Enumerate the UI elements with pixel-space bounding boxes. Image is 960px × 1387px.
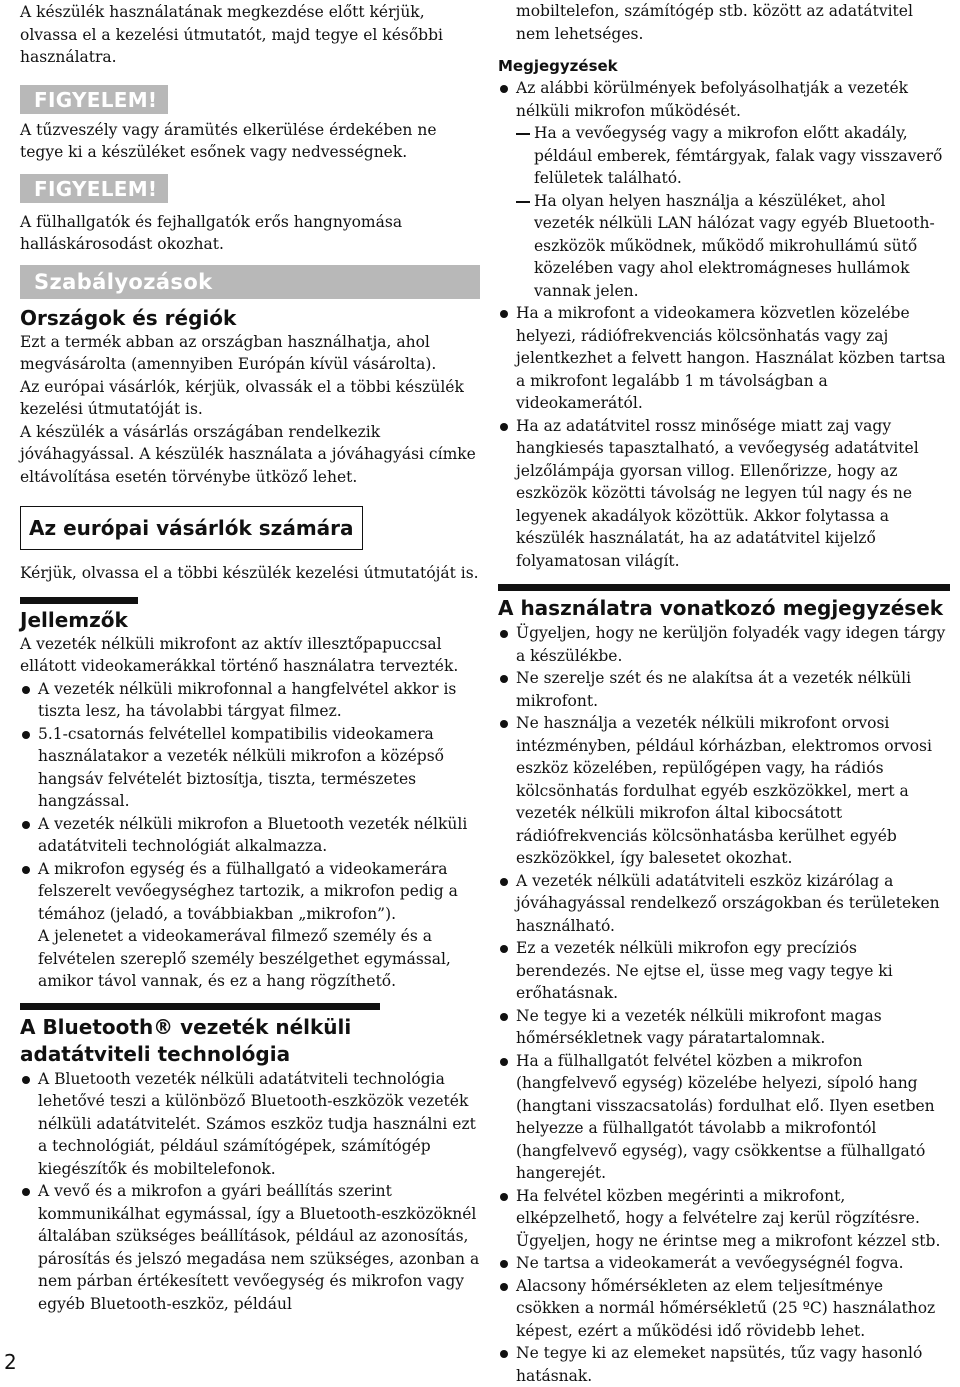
countries-paragraph-3: A készülék a vásárlás országában rendelkezik jóváhagyással. A készülék használata a jóváhagyási címke eltávolítása esetén törvénybe ütköző lehet. (20, 422, 476, 486)
list-item: Ha a fülhallgatót felvétel közben a mikrofon (hangfelvevő egység) közelébe helyezi, sípoló hang (hangtani visszacsatolás) fordulhat elő. Ilyen esetben helyezze a fülhallgatót távolabb a mikrofontól (hangfelvevő egység), vagy csökkentse a fülhallgató hangerejét. (498, 1050, 950, 1185)
usage-list (498, 622, 950, 1387)
notes-list (498, 77, 950, 122)
list-item: Alacsony hőmérsékleten az elem teljesítménye csökken a normál hőmérsékletű (25 ºC) használathoz képest, ezért a működési idő rövidebb lehet. (498, 1275, 950, 1343)
countries-paragraph-1: Ezt a termék abban az országban használhatja, ahol megvásárolta (amennyiben Európán kívül vásárolta). (20, 332, 437, 373)
dash-item: Ha olyan helyen használja a készüléket, ahol vezeték nélküli LAN hálózat vagy egyéb Bluetooth-eszközök működnek, működő mikrohullámú sütő közelében vagy ahol elektromágneses hullámok vannak jelen. (516, 190, 950, 303)
dash-item: Ha a vevőegység vagy a mikrofon előtt akadály, például emberek, fémtárgyak, falak vagy visszaverő felületek található. (516, 122, 950, 190)
list-item: 5.1-csatornás felvétellel kompatibilis videokamera használatakor a vezeték nélküli mikrofon a középső hangsáv felvételét biztosítja, tiszta, természetes hangzással. (20, 723, 480, 813)
usage-heading: A használatra vonatkozó megjegyzések (498, 584, 950, 622)
list-item: Ne szerelje szét és ne alakítsa át a vezeték nélküli mikrofont. (498, 667, 950, 712)
intro-text: A készülék használatának megkezdése előtt kérjük, olvassa el a kezelési útmutatót, majd tegye el későbbi használatra. (20, 3, 443, 66)
page-number: 2 (4, 1350, 17, 1374)
list-item: A Bluetooth vezeték nélküli adatátviteli technológia lehetővé teszi a különböző Bluetooth-eszközök vezeték nélküli adatátvitelét. Számos eszköz tudja használni ezt a technológiát, például számítógépek, számítógép kiegészítők és mobiltelefonok. (20, 1068, 480, 1181)
notes-dash-list (498, 122, 950, 302)
list-item: A vezeték nélküli mikrofonnal a hangfelvétel akkor is tiszta lesz, ha távolabbi tárgyat filmez. (20, 678, 480, 723)
features-intro: A vezeték nélküli mikrofont az aktív illesztőpapuccsal ellátott videokamerákkal történő használatra tervezték. (20, 634, 459, 675)
features-list (20, 678, 480, 993)
features-heading: Jellemzők (20, 597, 138, 633)
eu-heading: Az európai vásárlók számára (20, 506, 363, 550)
notes-heading: Megjegyzések (498, 57, 618, 75)
bluetooth-list (20, 1068, 480, 1316)
eu-text: Kérjük, olvassa el a többi készülék kezelési útmutatóját is. (20, 564, 479, 582)
list-item: Ha felvétel közben megérinti a mikrofont, elképzelhető, hogy a felvételre zaj kerül rögzítésre. Ügyeljen, hogy ne érintse meg a mikrofont kézzel stb. (498, 1185, 950, 1253)
eu-box (20, 506, 480, 550)
list-item: A vevő és a mikrofon a gyári beállítás szerint kommunikálhat egymással, így a Bluetooth-eszközöknél általában szükséges beállítások, például az azonosítás, párosítás és jelszó megadása nem szükséges, azonban a nem párban értékesített vevőegység és mikrofon vagy egyéb Bluetooth-eszköz, például (20, 1180, 480, 1315)
countries-paragraph-2: Az európai vásárlók, kérjük, olvassák el a többi készülék kezelési útmutatóját is. (20, 377, 464, 418)
list-item: Ne tegye ki az elemeket napsütés, tűz vagy hasonló hatásnak. (498, 1342, 950, 1387)
warning-1 (20, 85, 168, 114)
list-item: Ha a mikrofont a videokamera közvetlen közelébe helyezi, rádiófrekvenciás kölcsönhatás vagy zaj jelentkezhet a felvett hangon. Használat közben tartsa a mikrofont legalább 1 m távolságban a videokamerától. (498, 302, 950, 415)
left-column (20, 0, 480, 1315)
warning-2-title: FIGYELEM! (20, 174, 168, 203)
list-item: Ha az adatátvitel rossz minősége miatt zaj vagy hangkiesés tapasztalható, a vevőegység adatátvitel jelzőlámpája gyorsan villog. Ellenőrizze, hogy az eszközök közötti távolság ne legyen túl nagy és ne legyenek akadályok közöttük. Akkor folytassa a készülék használatát, ha az adatátvitel kijelző folyamatosan világít. (498, 415, 950, 573)
list-item: Ne tartsa a videokamerát a vevőegységnél fogva. (498, 1252, 950, 1275)
notes-list-rest (498, 302, 950, 572)
list-item: Ügyeljen, hogy ne kerüljön folyadék vagy idegen tárgy a készülékbe. (498, 622, 950, 667)
warning-1-text: A tűzveszély vagy áramütés elkerülése érdekében ne tegye ki a készüléket esőnek vagy nedvességnek. (20, 120, 437, 161)
continuation-text: mobiltelefon, számítógép stb. között az adatátvitel nem lehetséges. (516, 2, 913, 43)
warning-2 (20, 174, 168, 203)
bluetooth-heading: A Bluetooth® vezeték nélküli adatátviteli technológia (20, 1003, 380, 1068)
list-item: Ez a vezeték nélküli mikrofon egy precíziós berendezés. Ne ejtse el, üsse meg vagy tegye ki erőhatásnak. (498, 937, 950, 1005)
list-item: Ne használja a vezeték nélküli mikrofont orvosi intézményben, például kórházban, elektromos orvosi eszköz közelében, repülőgépen vagy, ha rádiós kölcsönhatás fordulhat egyéb eszközökkel, mert a vezeték nélküli mikrofon által kibocsátott rádiófrekvenciás kölcsönhatásba kerülhet egyéb eszközökkel, így balesetet okozhat. (498, 712, 950, 870)
list-item: A vezeték nélküli adatátviteli eszköz kizárólag a jóváhagyással rendelkező országokban és területeken használható. (498, 870, 950, 938)
warning-1-title: FIGYELEM! (20, 85, 168, 114)
list-item: Az alábbi körülmények befolyásolhatják a vezeték nélküli mikrofon működését. (498, 77, 950, 122)
list-item: Ne tegye ki a vezeték nélküli mikrofont magas hőmérsékletnek vagy páratartalomnak. (498, 1005, 950, 1050)
warning-2-text: A fülhallgatók és fejhallgatók erős hangnyomása halláskárosodást okozhat. (20, 212, 403, 253)
countries-heading: Országok és régiók (20, 305, 237, 330)
regulations-heading: Szabályozások (20, 265, 480, 299)
list-item: A mikrofon egység és a fülhallgató a videokamerára felszerelt vevőegységhez tartozik, a mikrofon pedig a témához (jeladó, a továbbiakban „mikrofon”). A jelenetet a videokamerával filmező személy és a felvételen szereplő személy beszélgethet egymással, amikor távol vannak, és ez a hang rögzíthető. (20, 858, 480, 993)
list-item: A vezeték nélküli mikrofon a Bluetooth vezeték nélküli adatátviteli technológiát alkalmazza. (20, 813, 480, 858)
right-column (498, 0, 950, 1387)
